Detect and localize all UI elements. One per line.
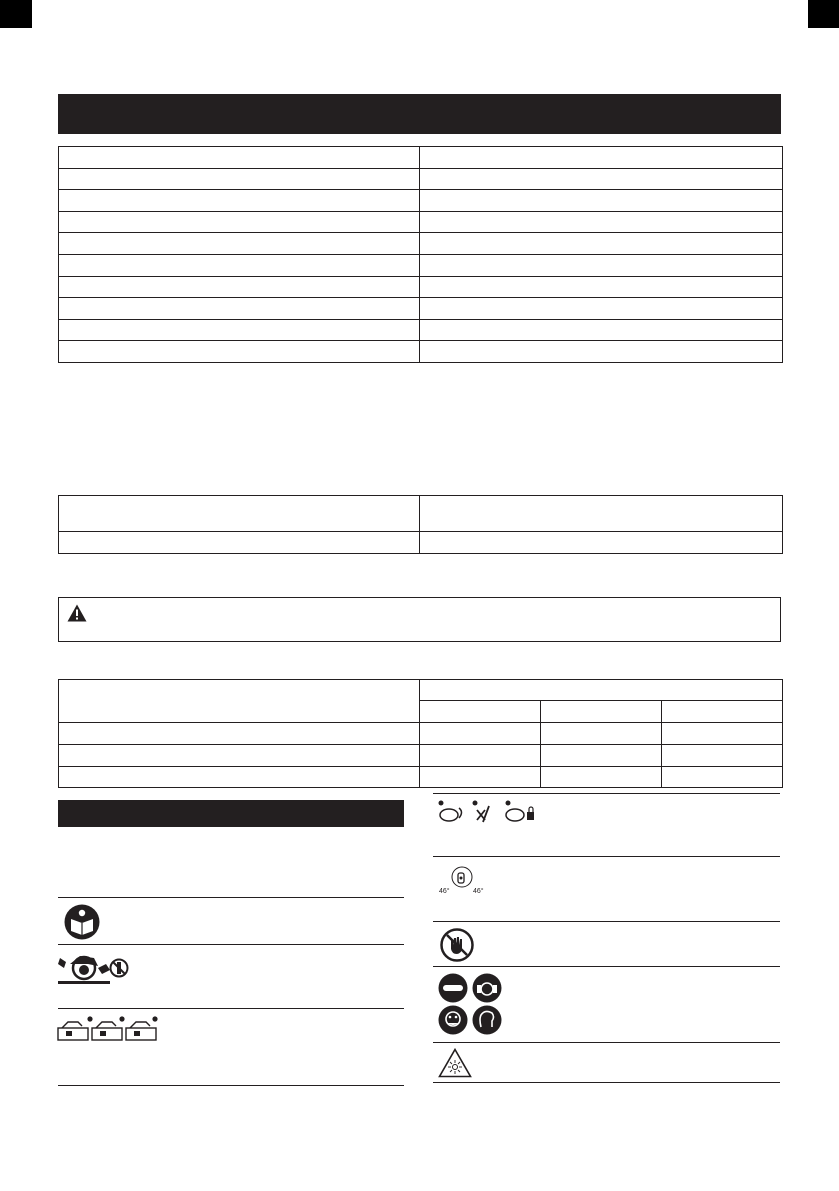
- secondary-table: [58, 495, 783, 554]
- svg-text:46°: 46°: [439, 888, 450, 895]
- table-row: [59, 254, 783, 276]
- divider: [58, 1008, 404, 1009]
- divider: [433, 921, 780, 922]
- divider: [433, 793, 780, 794]
- svg-text:46°: 46°: [473, 888, 484, 895]
- ppe-icons: [437, 973, 505, 1035]
- laser-warning-icon: [438, 1048, 472, 1078]
- divider: [58, 1085, 404, 1086]
- table-row: [59, 496, 783, 532]
- divider: [433, 856, 780, 857]
- divider: [58, 944, 404, 945]
- table-row: [59, 745, 783, 767]
- header-banner: [58, 94, 781, 134]
- table-row: [59, 767, 783, 788]
- divider: [433, 966, 780, 967]
- saw-sequence-icon: [56, 1016, 164, 1042]
- divider: [58, 897, 404, 898]
- table-row: [59, 190, 783, 212]
- crop-mark-left: [0, 0, 32, 28]
- table-row: [59, 298, 783, 320]
- table-row: [59, 532, 783, 554]
- symbols-section-title-bar: [58, 800, 404, 827]
- table-row: [59, 168, 783, 190]
- vibration-header: [420, 680, 783, 701]
- table-row: [59, 233, 783, 255]
- table-row: [59, 680, 783, 701]
- spec-table: [58, 146, 783, 363]
- table-row: [59, 147, 783, 169]
- table-row: [59, 341, 783, 363]
- read-manual-icon: [64, 904, 100, 940]
- crop-mark-right: [808, 0, 839, 28]
- warning-triangle-icon: [67, 604, 87, 622]
- table-row: [59, 723, 783, 745]
- table-row: [59, 276, 783, 298]
- vibration-table: [58, 679, 783, 788]
- lock-unlock-sequence-icon: [437, 800, 537, 824]
- warning-box: [58, 597, 781, 642]
- table-row: [59, 319, 783, 341]
- no-hand-icon: [440, 928, 474, 962]
- table-row: [59, 211, 783, 233]
- saw-no-hands-icon: [52, 950, 130, 990]
- divider: [433, 1042, 780, 1043]
- bevel-angle-icon: [438, 865, 486, 895]
- divider: [433, 1082, 780, 1083]
